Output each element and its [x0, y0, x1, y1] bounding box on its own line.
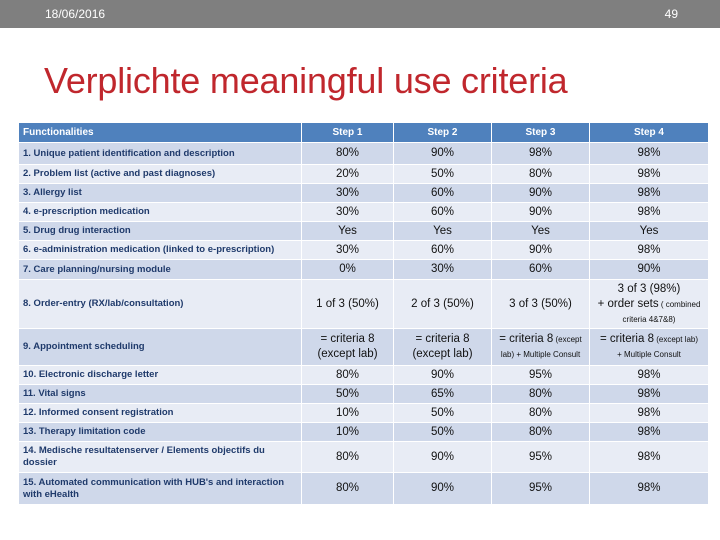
step3-cell: 80% [492, 404, 590, 423]
step1-cell: 80% [302, 473, 394, 505]
column-header-functionalities: Functionalities [19, 123, 302, 143]
step4-cell: 98% [590, 366, 709, 385]
criteria-table-container [18, 122, 708, 508]
table-header-row [19, 123, 709, 143]
step4-text: = criteria 8 [599, 333, 654, 345]
step2-cell: 2 of 3 (50%) [394, 280, 492, 329]
step2-cell: 90% [394, 473, 492, 505]
step4-cell: Yes [590, 222, 709, 241]
step1-cell [302, 329, 394, 366]
column-header-step4: Step 4 [590, 123, 709, 143]
step3-cell: 90% [492, 203, 590, 222]
step2-cell: Yes [394, 222, 492, 241]
step4-line [594, 297, 704, 312]
step4-cell [590, 329, 709, 366]
step3-cell: 90% [492, 184, 590, 203]
functionality-cell: 15. Automated communication with HUB's and interaction with eHealth [19, 473, 302, 505]
step2-cell: 30% [394, 260, 492, 280]
table-row [19, 143, 709, 165]
table-row [19, 184, 709, 203]
step1-cell: 30% [302, 203, 394, 222]
step3-cell: 80% [492, 165, 590, 184]
step1-line: (except lab) [317, 348, 378, 360]
step3-cell: 80% [492, 423, 590, 442]
step1-cell: 80% [302, 366, 394, 385]
slide-title: Verplichte meaningful use criteria [44, 60, 568, 101]
step4-cell: 98% [590, 241, 709, 260]
table-row [19, 404, 709, 423]
step1-line: = criteria 8 [320, 333, 375, 345]
step4-cell: 98% [590, 184, 709, 203]
step4-cell: 98% [590, 385, 709, 404]
step4-cell: 98% [590, 143, 709, 165]
step4-line: 3 of 3 (98%) [617, 282, 681, 295]
slide-date: 18/06/2016 [45, 7, 106, 21]
step3-cell: 95% [492, 473, 590, 505]
step2-cell: 65% [394, 385, 492, 404]
step3-cell [492, 329, 590, 366]
step4-cell: 98% [590, 404, 709, 423]
step4-note: criteria 4&7&8) [622, 314, 676, 324]
step2-cell: 50% [394, 165, 492, 184]
step3-cell: 95% [492, 366, 590, 385]
functionality-cell: 2. Problem list (active and past diagnoses) [19, 165, 302, 184]
step1-cell: 10% [302, 404, 394, 423]
table-row [19, 222, 709, 241]
step2-cell: 60% [394, 203, 492, 222]
step1-cell: 30% [302, 241, 394, 260]
functionality-cell: 10. Electronic discharge letter [19, 366, 302, 385]
step1-cell: 30% [302, 184, 394, 203]
step4-cell: 90% [590, 260, 709, 280]
functionality-cell: 3. Allergy list [19, 184, 302, 203]
functionality-cell: 11. Vital signs [19, 385, 302, 404]
step3-cell: Yes [492, 222, 590, 241]
functionality-cell: 8. Order-entry (RX/lab/consultation) [19, 280, 302, 329]
step3-text: = criteria 8 [499, 333, 554, 345]
step3-line [496, 332, 585, 347]
table-row [19, 165, 709, 184]
table-row [19, 280, 709, 329]
functionality-cell: 13. Therapy limitation code [19, 423, 302, 442]
step1-cell: Yes [302, 222, 394, 241]
table-row [19, 329, 709, 366]
step1-cell: 80% [302, 442, 394, 473]
step4-cell: 98% [590, 442, 709, 473]
table-row [19, 473, 709, 505]
step2-line: = criteria 8 [415, 333, 470, 345]
functionality-cell: 1. Unique patient identification and description [19, 143, 302, 165]
step2-line: (except lab) [412, 348, 473, 360]
table-row [19, 385, 709, 404]
column-header-step2: Step 2 [394, 123, 492, 143]
step3-cell: 60% [492, 260, 590, 280]
page-number: 49 [664, 7, 678, 21]
step2-cell: 50% [394, 423, 492, 442]
functionality-cell: 7. Care planning/nursing module [19, 260, 302, 280]
functionality-cell: 14. Medische resultatenserver / Elements objectifs du dossier [19, 442, 302, 473]
step4-cell: 98% [590, 203, 709, 222]
step3-cell: 90% [492, 241, 590, 260]
step2-cell: 60% [394, 241, 492, 260]
table-row [19, 203, 709, 222]
header-bar [0, 0, 720, 28]
step4-note: + Multiple Consult [617, 350, 681, 359]
table-row [19, 260, 709, 280]
table-row [19, 366, 709, 385]
table-row [19, 423, 709, 442]
step1-cell: 50% [302, 385, 394, 404]
step3-cell: 3 of 3 (50%) [492, 280, 590, 329]
step1-cell: 0% [302, 260, 394, 280]
step4-cell [590, 280, 709, 329]
column-header-step3: Step 3 [492, 123, 590, 143]
step1-cell: 1 of 3 (50%) [302, 280, 394, 329]
step4-note: (except lab) [653, 335, 699, 344]
step2-cell: 90% [394, 143, 492, 165]
functionality-cell: 9. Appointment scheduling [19, 329, 302, 366]
step2-cell: 90% [394, 442, 492, 473]
step3-note: (except [553, 335, 582, 344]
step4-text: + order sets [597, 297, 659, 310]
functionality-cell: 6. e-administration medication (linked to e-prescription) [19, 241, 302, 260]
step3-cell: 95% [492, 442, 590, 473]
functionality-cell: 4. e-prescription medication [19, 203, 302, 222]
step2-cell [394, 329, 492, 366]
step2-cell: 50% [394, 404, 492, 423]
step4-cell: 98% [590, 423, 709, 442]
functionality-cell: 5. Drug drug interaction [19, 222, 302, 241]
step4-line [594, 332, 704, 347]
step3-cell: 98% [492, 143, 590, 165]
step1-cell: 80% [302, 143, 394, 165]
table-row [19, 442, 709, 473]
step1-cell: 10% [302, 423, 394, 442]
step3-note: lab) + Multiple Consult [500, 350, 581, 359]
step3-cell: 80% [492, 385, 590, 404]
step2-cell: 60% [394, 184, 492, 203]
criteria-table [18, 122, 709, 505]
step4-cell: 98% [590, 165, 709, 184]
table-row [19, 241, 709, 260]
column-header-step1: Step 1 [302, 123, 394, 143]
step2-cell: 90% [394, 366, 492, 385]
functionality-cell: 12. Informed consent registration [19, 404, 302, 423]
step4-cell: 98% [590, 473, 709, 505]
step1-cell: 20% [302, 165, 394, 184]
step4-note: ( combined [658, 299, 701, 309]
